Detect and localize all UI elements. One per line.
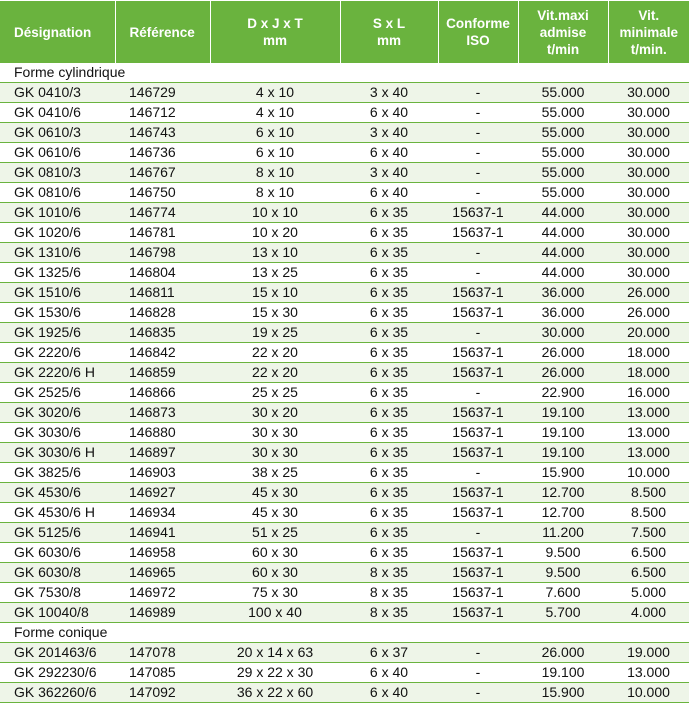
cell-dimensions: 25 x 25 (210, 383, 340, 403)
cell-min-speed: 30.000 (608, 123, 689, 143)
cell-dimensions: 13 x 25 (210, 263, 340, 283)
cell-shank: 6 x 35 (340, 343, 438, 363)
cell-shank: 6 x 35 (340, 403, 438, 423)
cell-dimensions: 30 x 30 (210, 423, 340, 443)
table-row (0, 423, 689, 443)
cell-dimensions: 15 x 30 (210, 303, 340, 323)
header-line: ISO (466, 33, 490, 48)
cell-designation: GK 1010/6 (0, 203, 115, 223)
cell-reference: 146750 (115, 183, 210, 203)
cell-iso: - (438, 243, 518, 263)
cell-reference: 146859 (115, 363, 210, 383)
section-row (0, 63, 689, 83)
cell-iso: 15637-1 (438, 443, 518, 463)
cell-min-speed: 30.000 (608, 203, 689, 223)
cell-dimensions: 8 x 10 (210, 163, 340, 183)
cell-reference: 146743 (115, 123, 210, 143)
table-row (0, 323, 689, 343)
cell-shank: 6 x 40 (340, 103, 438, 123)
cell-reference: 146828 (115, 303, 210, 323)
table-row (0, 123, 689, 143)
cell-reference: 146811 (115, 283, 210, 303)
cell-designation: GK 0610/6 (0, 143, 115, 163)
cell-min-speed: 30.000 (608, 223, 689, 243)
col-header-shank (340, 1, 438, 63)
cell-reference: 146897 (115, 443, 210, 463)
cell-iso: - (438, 643, 518, 663)
cell-min-speed: 10.000 (608, 463, 689, 483)
cell-iso: 15637-1 (438, 363, 518, 383)
cell-min-speed: 13.000 (608, 423, 689, 443)
cell-max-speed: 36.000 (518, 303, 608, 323)
cell-max-speed: 26.000 (518, 343, 608, 363)
cell-designation: GK 3020/6 (0, 403, 115, 423)
table-row (0, 403, 689, 423)
cell-shank: 6 x 35 (340, 363, 438, 383)
col-header-dimensions (210, 1, 340, 63)
cell-designation: GK 2220/6 (0, 343, 115, 363)
cell-shank: 6 x 35 (340, 323, 438, 343)
cell-shank: 6 x 35 (340, 523, 438, 543)
cell-shank: 6 x 35 (340, 303, 438, 323)
header-line: minimale (619, 24, 679, 40)
cell-shank: 3 x 40 (340, 123, 438, 143)
cell-designation: GK 2220/6 H (0, 363, 115, 383)
cell-min-speed: 30.000 (608, 183, 689, 203)
cell-designation: GK 2525/6 (0, 383, 115, 403)
table-row (0, 203, 689, 223)
cell-designation: GK 1325/6 (0, 263, 115, 283)
cell-dimensions: 20 x 14 x 63 (210, 643, 340, 663)
cell-shank: 6 x 40 (340, 143, 438, 163)
cell-dimensions: 29 x 22 x 30 (210, 663, 340, 683)
cell-iso: 15637-1 (438, 343, 518, 363)
table-row (0, 103, 689, 123)
table-body (0, 63, 689, 703)
cell-shank: 8 x 35 (340, 583, 438, 603)
cell-dimensions: 6 x 10 (210, 123, 340, 143)
cell-reference: 146842 (115, 343, 210, 363)
cell-shank: 8 x 35 (340, 603, 438, 623)
cell-designation: GK 1020/6 (0, 223, 115, 243)
table-row (0, 643, 689, 663)
cell-min-speed: 20.000 (608, 323, 689, 343)
cell-iso: - (438, 523, 518, 543)
cell-iso: - (438, 323, 518, 343)
cell-iso: - (438, 83, 518, 103)
cell-max-speed: 9.500 (518, 543, 608, 563)
cell-min-speed: 6.500 (608, 563, 689, 583)
cell-shank: 6 x 35 (340, 243, 438, 263)
cell-iso: 15637-1 (438, 543, 518, 563)
cell-iso: - (438, 163, 518, 183)
product-table (0, 1, 689, 703)
cell-reference: 146736 (115, 143, 210, 163)
cell-shank: 6 x 35 (340, 383, 438, 403)
cell-max-speed: 55.000 (518, 163, 608, 183)
cell-min-speed: 16.000 (608, 383, 689, 403)
cell-iso: - (438, 383, 518, 403)
cell-iso: 15637-1 (438, 563, 518, 583)
cell-max-speed: 55.000 (518, 103, 608, 123)
cell-designation: GK 0810/3 (0, 163, 115, 183)
cell-reference: 146774 (115, 203, 210, 223)
cell-iso: 15637-1 (438, 483, 518, 503)
cell-dimensions: 45 x 30 (210, 483, 340, 503)
cell-min-speed: 5.000 (608, 583, 689, 603)
cell-designation: GK 0410/6 (0, 103, 115, 123)
cell-iso: - (438, 143, 518, 163)
cell-min-speed: 8.500 (608, 503, 689, 523)
cell-designation: GK 4530/6 H (0, 503, 115, 523)
cell-min-speed: 26.000 (608, 283, 689, 303)
cell-max-speed: 5.700 (518, 603, 608, 623)
cell-iso: 15637-1 (438, 303, 518, 323)
cell-iso: 15637-1 (438, 283, 518, 303)
cell-designation: GK 362260/6 (0, 683, 115, 703)
cell-reference: 146712 (115, 103, 210, 123)
cell-dimensions: 4 x 10 (210, 83, 340, 103)
cell-min-speed: 7.500 (608, 523, 689, 543)
cell-dimensions: 60 x 30 (210, 563, 340, 583)
cell-max-speed: 22.900 (518, 383, 608, 403)
header-line: mm (376, 33, 401, 48)
cell-shank: 8 x 35 (340, 563, 438, 583)
cell-reference: 146880 (115, 423, 210, 443)
cell-reference: 146798 (115, 243, 210, 263)
cell-dimensions: 19 x 25 (210, 323, 340, 343)
cell-min-speed: 10.000 (608, 683, 689, 703)
header-line: Conforme (446, 16, 510, 31)
header-line: Référence (129, 24, 195, 40)
cell-dimensions: 30 x 20 (210, 403, 340, 423)
table-row (0, 663, 689, 683)
cell-min-speed: 30.000 (608, 263, 689, 283)
col-header-reference (115, 1, 210, 63)
cell-iso: - (438, 123, 518, 143)
cell-max-speed: 12.700 (518, 483, 608, 503)
cell-min-speed: 13.000 (608, 443, 689, 463)
col-header-designation (0, 1, 115, 63)
cell-min-speed: 13.000 (608, 403, 689, 423)
cell-max-speed: 11.200 (518, 523, 608, 543)
cell-max-speed: 15.900 (518, 463, 608, 483)
table-row (0, 443, 689, 463)
cell-dimensions: 51 x 25 (210, 523, 340, 543)
header-line: t/min (546, 41, 580, 57)
table-row (0, 483, 689, 503)
header-line: t/min. (630, 41, 667, 57)
cell-shank: 6 x 35 (340, 483, 438, 503)
cell-dimensions: 22 x 20 (210, 343, 340, 363)
cell-shank: 6 x 35 (340, 443, 438, 463)
cell-reference: 146804 (115, 263, 210, 283)
table-row (0, 83, 689, 103)
cell-max-speed: 12.700 (518, 503, 608, 523)
cell-shank: 6 x 35 (340, 263, 438, 283)
table-row (0, 563, 689, 583)
header-line: Vit. (638, 7, 660, 23)
cell-designation: GK 7530/8 (0, 583, 115, 603)
cell-iso: - (438, 663, 518, 683)
col-header-min-speed (608, 1, 689, 63)
cell-designation: GK 0610/3 (0, 123, 115, 143)
cell-iso: 15637-1 (438, 583, 518, 603)
section-row (0, 623, 689, 643)
cell-designation: GK 3825/6 (0, 463, 115, 483)
table-row (0, 583, 689, 603)
cell-min-speed: 26.000 (608, 303, 689, 323)
cell-reference: 147092 (115, 683, 210, 703)
cell-dimensions: 15 x 10 (210, 283, 340, 303)
table-row (0, 303, 689, 323)
table-row (0, 223, 689, 243)
cell-reference: 146934 (115, 503, 210, 523)
table-row (0, 523, 689, 543)
cell-iso: 15637-1 (438, 503, 518, 523)
cell-min-speed: 18.000 (608, 343, 689, 363)
cell-shank: 6 x 35 (340, 283, 438, 303)
cell-reference: 146729 (115, 83, 210, 103)
table-row (0, 383, 689, 403)
cell-max-speed: 15.900 (518, 683, 608, 703)
cell-min-speed: 30.000 (608, 83, 689, 103)
cell-max-speed: 26.000 (518, 643, 608, 663)
cell-designation: GK 1530/6 (0, 303, 115, 323)
cell-shank: 6 x 35 (340, 503, 438, 523)
cell-reference: 147078 (115, 643, 210, 663)
cell-min-speed: 18.000 (608, 363, 689, 383)
cell-designation: GK 5125/6 (0, 523, 115, 543)
cell-shank: 3 x 40 (340, 83, 438, 103)
table-row (0, 683, 689, 703)
header-row (0, 1, 689, 63)
cell-designation: GK 3030/6 H (0, 443, 115, 463)
cell-shank: 3 x 40 (340, 163, 438, 183)
cell-max-speed: 55.000 (518, 83, 608, 103)
cell-max-speed: 36.000 (518, 283, 608, 303)
cell-reference: 146835 (115, 323, 210, 343)
cell-max-speed: 7.600 (518, 583, 608, 603)
cell-designation: GK 201463/6 (0, 643, 115, 663)
cell-iso: 15637-1 (438, 603, 518, 623)
cell-shank: 6 x 40 (340, 663, 438, 683)
cell-shank: 6 x 35 (340, 223, 438, 243)
cell-reference: 146927 (115, 483, 210, 503)
cell-max-speed: 30.000 (518, 323, 608, 343)
cell-reference: 146958 (115, 543, 210, 563)
table-row (0, 183, 689, 203)
cell-reference: 146873 (115, 403, 210, 423)
cell-dimensions: 75 x 30 (210, 583, 340, 603)
cell-designation: GK 6030/8 (0, 563, 115, 583)
cell-iso: 15637-1 (438, 403, 518, 423)
header-line: S x L (372, 16, 406, 31)
cell-dimensions: 4 x 10 (210, 103, 340, 123)
cell-designation: GK 6030/6 (0, 543, 115, 563)
table-row (0, 363, 689, 383)
cell-max-speed: 44.000 (518, 203, 608, 223)
cell-min-speed: 4.000 (608, 603, 689, 623)
cell-dimensions: 45 x 30 (210, 503, 340, 523)
section-title: Forme cylindrique (0, 63, 689, 83)
header-line: mm (262, 33, 287, 48)
cell-max-speed: 26.000 (518, 363, 608, 383)
header-line: D x J x T (247, 16, 303, 31)
cell-shank: 6 x 35 (340, 463, 438, 483)
cell-dimensions: 13 x 10 (210, 243, 340, 263)
cell-shank: 6 x 40 (340, 183, 438, 203)
cell-dimensions: 36 x 22 x 60 (210, 683, 340, 703)
cell-iso: 15637-1 (438, 223, 518, 243)
cell-shank: 6 x 37 (340, 643, 438, 663)
table-row (0, 283, 689, 303)
cell-reference: 146941 (115, 523, 210, 543)
table-row (0, 143, 689, 163)
cell-designation: GK 3030/6 (0, 423, 115, 443)
cell-min-speed: 19.000 (608, 643, 689, 663)
cell-designation: GK 1510/6 (0, 283, 115, 303)
cell-designation: GK 292230/6 (0, 663, 115, 683)
cell-max-speed: 19.100 (518, 663, 608, 683)
cell-designation: GK 0410/3 (0, 83, 115, 103)
cell-shank: 6 x 40 (340, 683, 438, 703)
cell-iso: - (438, 263, 518, 283)
cell-dimensions: 30 x 30 (210, 443, 340, 463)
cell-dimensions: 8 x 10 (210, 183, 340, 203)
header-line: Vit.maxi (537, 7, 589, 23)
cell-reference: 146781 (115, 223, 210, 243)
cell-reference: 146903 (115, 463, 210, 483)
cell-max-speed: 44.000 (518, 243, 608, 263)
cell-max-speed: 55.000 (518, 143, 608, 163)
table-row (0, 343, 689, 363)
cell-min-speed: 8.500 (608, 483, 689, 503)
cell-min-speed: 6.500 (608, 543, 689, 563)
cell-min-speed: 30.000 (608, 243, 689, 263)
cell-dimensions: 10 x 10 (210, 203, 340, 223)
cell-max-speed: 55.000 (518, 123, 608, 143)
cell-max-speed: 9.500 (518, 563, 608, 583)
cell-shank: 6 x 35 (340, 543, 438, 563)
cell-reference: 146767 (115, 163, 210, 183)
cell-dimensions: 6 x 10 (210, 143, 340, 163)
cell-max-speed: 55.000 (518, 183, 608, 203)
cell-iso: 15637-1 (438, 203, 518, 223)
cell-reference: 146989 (115, 603, 210, 623)
cell-designation: GK 1310/6 (0, 243, 115, 263)
cell-min-speed: 30.000 (608, 103, 689, 123)
table-row (0, 543, 689, 563)
cell-max-speed: 19.100 (518, 403, 608, 423)
section-title: Forme conique (0, 623, 689, 643)
cell-min-speed: 30.000 (608, 163, 689, 183)
table-row (0, 263, 689, 283)
cell-designation: GK 10040/8 (0, 603, 115, 623)
table-row (0, 163, 689, 183)
cell-max-speed: 19.100 (518, 423, 608, 443)
col-header-max-speed (518, 1, 608, 63)
cell-min-speed: 13.000 (608, 663, 689, 683)
cell-dimensions: 22 x 20 (210, 363, 340, 383)
cell-max-speed: 44.000 (518, 263, 608, 283)
cell-designation: GK 1925/6 (0, 323, 115, 343)
header-line: Désignation (14, 24, 92, 40)
cell-max-speed: 19.100 (518, 443, 608, 463)
cell-min-speed: 30.000 (608, 143, 689, 163)
cell-iso: - (438, 463, 518, 483)
cell-reference: 147085 (115, 663, 210, 683)
cell-shank: 6 x 35 (340, 423, 438, 443)
cell-designation: GK 0810/6 (0, 183, 115, 203)
table-row (0, 463, 689, 483)
cell-shank: 6 x 35 (340, 203, 438, 223)
cell-designation: GK 4530/6 (0, 483, 115, 503)
cell-iso: 15637-1 (438, 423, 518, 443)
cell-iso: - (438, 103, 518, 123)
header-line: admise (539, 24, 587, 40)
table-row (0, 503, 689, 523)
cell-reference: 146972 (115, 583, 210, 603)
cell-iso: - (438, 183, 518, 203)
cell-reference: 146965 (115, 563, 210, 583)
cell-iso: - (438, 683, 518, 703)
table-row (0, 243, 689, 263)
cell-dimensions: 10 x 20 (210, 223, 340, 243)
col-header-iso (438, 1, 518, 63)
cell-max-speed: 44.000 (518, 223, 608, 243)
table-row (0, 603, 689, 623)
cell-dimensions: 38 x 25 (210, 463, 340, 483)
cell-reference: 146866 (115, 383, 210, 403)
cell-dimensions: 100 x 40 (210, 603, 340, 623)
cell-dimensions: 60 x 30 (210, 543, 340, 563)
